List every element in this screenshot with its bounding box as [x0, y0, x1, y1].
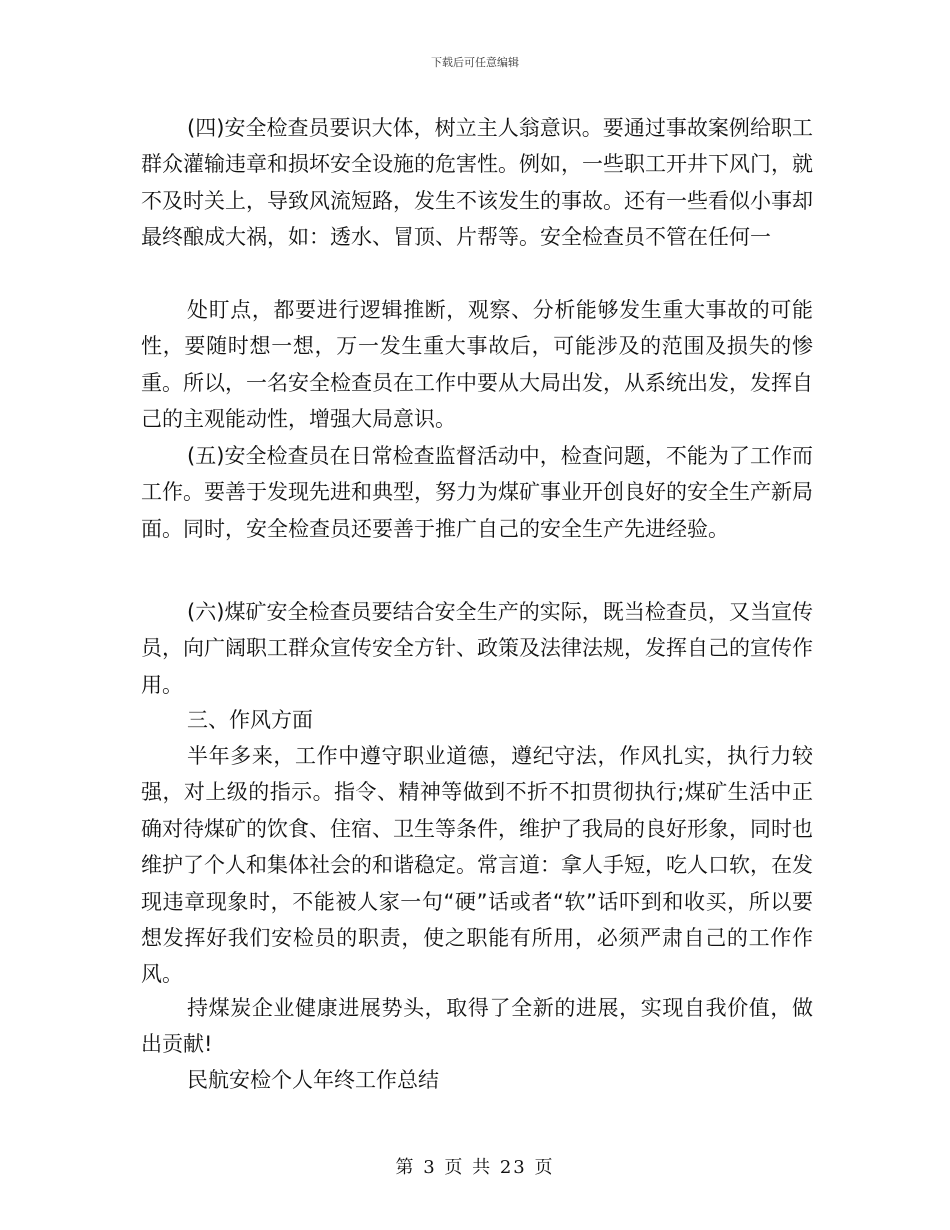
paragraph-1: (四)安全检查员要识大体，树立主人翁意识。要通过事故案例给职工群众灌输违章和损坏安全设施的危害性。例如，一些职工开井下风门，就不及时关上，导致风流短路，发生不该发生的事故。还有一些看似小事却最终酿成大祸，如：透水、冒顶、片帮等。安全检查员不管在任何一 — [141, 116, 813, 250]
section-heading: 三、作风方面 — [187, 708, 313, 732]
paragraph-6: 持煤炭企业健康进展势头，取得了全新的进展，实现自我价值，做出贡献! — [141, 996, 813, 1057]
paragraph-3: (五)安全检查员在日常检查监督活动中，检查问题，不能为了工作而工作。要善于发现先进和典型，努力为煤矿事业开创良好的安全生产新局面。同时，安全检查员还要善于推广自己的安全生产先进经验。 — [141, 444, 813, 541]
next-title: 民航安检个人年终工作总结 — [187, 1068, 439, 1092]
paragraph-2: 处盯点，都要进行逻辑推断，观察、分析能够发生重大事故的可能性，要随时想一想，万一发生重大事故后，可能涉及的范围及损失的惨重。所以，一名安全检查员在工作中要从大局出发，从系统出发，发挥自己的主观能动性，增强大局意识。 — [141, 298, 813, 432]
paragraph-4: (六)煤矿安全检查员要结合安全生产的实际，既当检查员，又当宣传员，向广阔职工群众宣传安全方针、政策及法律法规，发挥自己的宣传作用。 — [141, 600, 813, 697]
paragraph-5: 半年多来，工作中遵守职业道德，遵纪守法，作风扎实，执行力较强，对上级的指示。指令、精神等做到不折不扣贯彻执行;煤矿生活中正确对待煤矿的饮食、住宿、卫生等条件，维护了我局的良好形象，同时也维护了个人和集体社会的和谐稳定。常言道：拿人手短，吃人口软，在发现违章现象时，不能被人家一句“硬”话或者“软”话吓到和收买，所以要想发挥好我们安检员的职责，使之职能有所用，必须严肃自己的工作作风。 — [141, 744, 813, 987]
page-footer: 第 3 页 共 23 页 — [395, 1157, 555, 1178]
page-header: 下载后可任意编辑 — [431, 56, 519, 69]
